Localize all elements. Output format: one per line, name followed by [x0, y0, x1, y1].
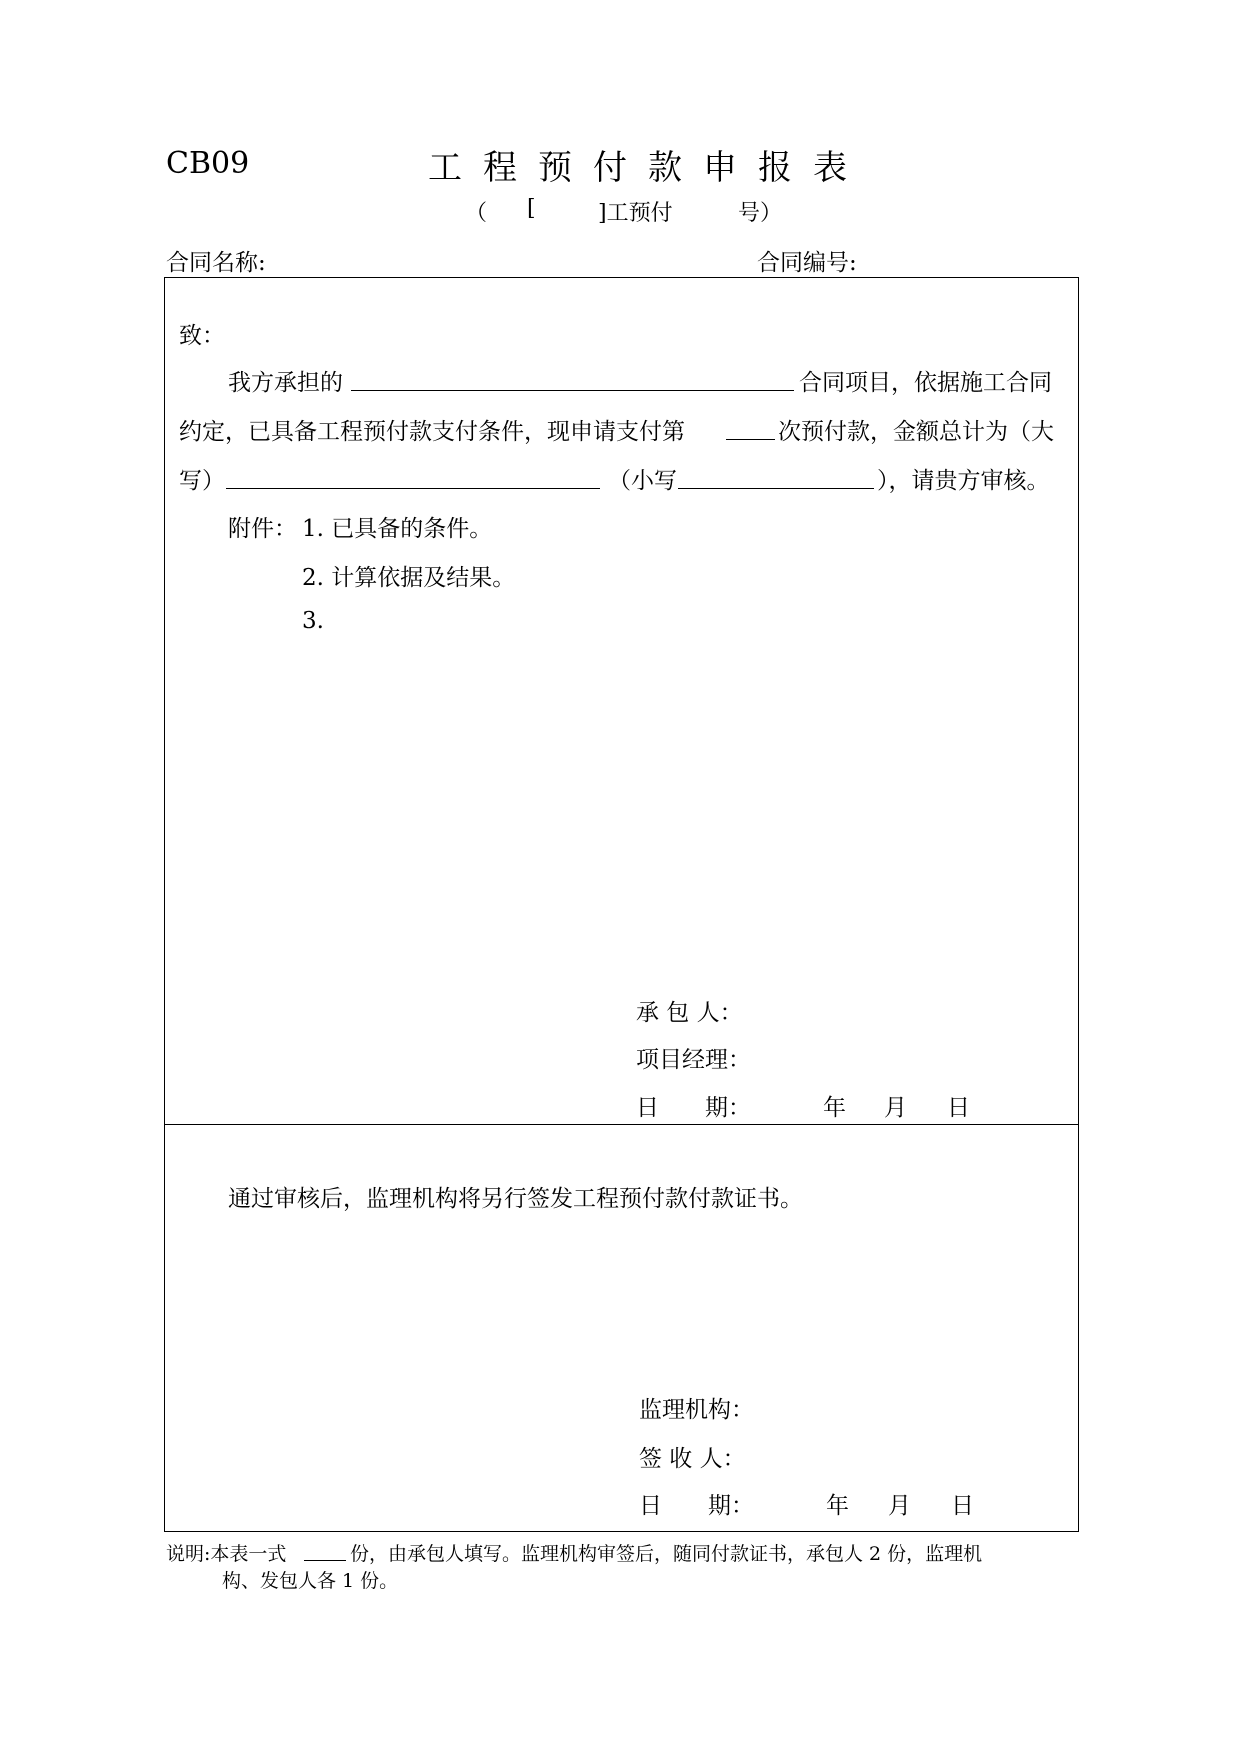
attachment-item-2: 2. 计算依据及结果。	[302, 565, 516, 591]
copies-blank[interactable]	[304, 1560, 346, 1561]
footer-note-end: 份，由承包人填写。监理机构审签后，随同付款证书，承包人 2 份，监理机	[350, 1543, 983, 1565]
amount-uppercase-blank[interactable]	[226, 488, 600, 489]
application-line2-end: 次预付款，金额总计为（大	[778, 419, 1054, 445]
installment-number-blank[interactable]	[726, 439, 775, 440]
to-label: 致：	[179, 323, 225, 349]
supervision-org-label: 监理机构：	[639, 1397, 754, 1423]
amount-lowercase-blank[interactable]	[678, 488, 874, 489]
supervisor-date-month: 月	[888, 1493, 911, 1519]
serial-close-text: 号）	[738, 201, 783, 226]
contractor-date-label: 日 期：	[636, 1095, 751, 1121]
serial-open-bracket: [	[527, 196, 536, 221]
application-line3-end: ），请贵方审核。	[877, 468, 1050, 494]
section-divider	[164, 1124, 1079, 1125]
contract-name-label: 合同名称:	[166, 250, 266, 276]
supervisor-date-day: 日	[951, 1493, 974, 1519]
footer-note-line2: 构、发包人各 1 份。	[222, 1570, 399, 1592]
supervisor-date-label: 日 期：	[639, 1493, 754, 1519]
application-line1-start: 我方承担的	[228, 370, 343, 396]
contract-number-label: 合同编号:	[757, 250, 857, 276]
attachment-item-3: 3.	[302, 608, 324, 634]
amount-lowercase-label: （小写	[608, 468, 677, 494]
application-line2-start: 约定，已具备工程预付款支付条件，现申请支付第	[179, 419, 685, 445]
attachment-label: 附件：	[228, 516, 297, 542]
serial-middle-text: ]工预付	[598, 201, 673, 226]
application-line1-end: 合同项目，依据施工合同	[799, 370, 1052, 396]
contractor-date-year: 年	[823, 1095, 846, 1121]
contractor-date-day: 日	[947, 1095, 970, 1121]
project-name-blank[interactable]	[351, 390, 794, 391]
supervisor-note: 通过审核后，监理机构将另行签发工程预付款付款证书。	[228, 1186, 803, 1212]
page-title: 工程预付款申报表	[428, 148, 868, 188]
attachment-item-1: 1. 已具备的条件。	[302, 516, 493, 542]
receiver-label: 签 收 人：	[639, 1446, 746, 1472]
contractor-label: 承 包 人：	[636, 1000, 743, 1026]
supervisor-date-year: 年	[826, 1493, 849, 1519]
project-manager-label: 项目经理：	[636, 1047, 751, 1073]
footer-note-start: 说明:本表一式	[166, 1543, 287, 1565]
form-code: CB09	[166, 146, 250, 181]
application-line3-start: 写）	[179, 468, 225, 494]
serial-open-paren: （	[465, 201, 488, 226]
contractor-date-month: 月	[884, 1095, 907, 1121]
